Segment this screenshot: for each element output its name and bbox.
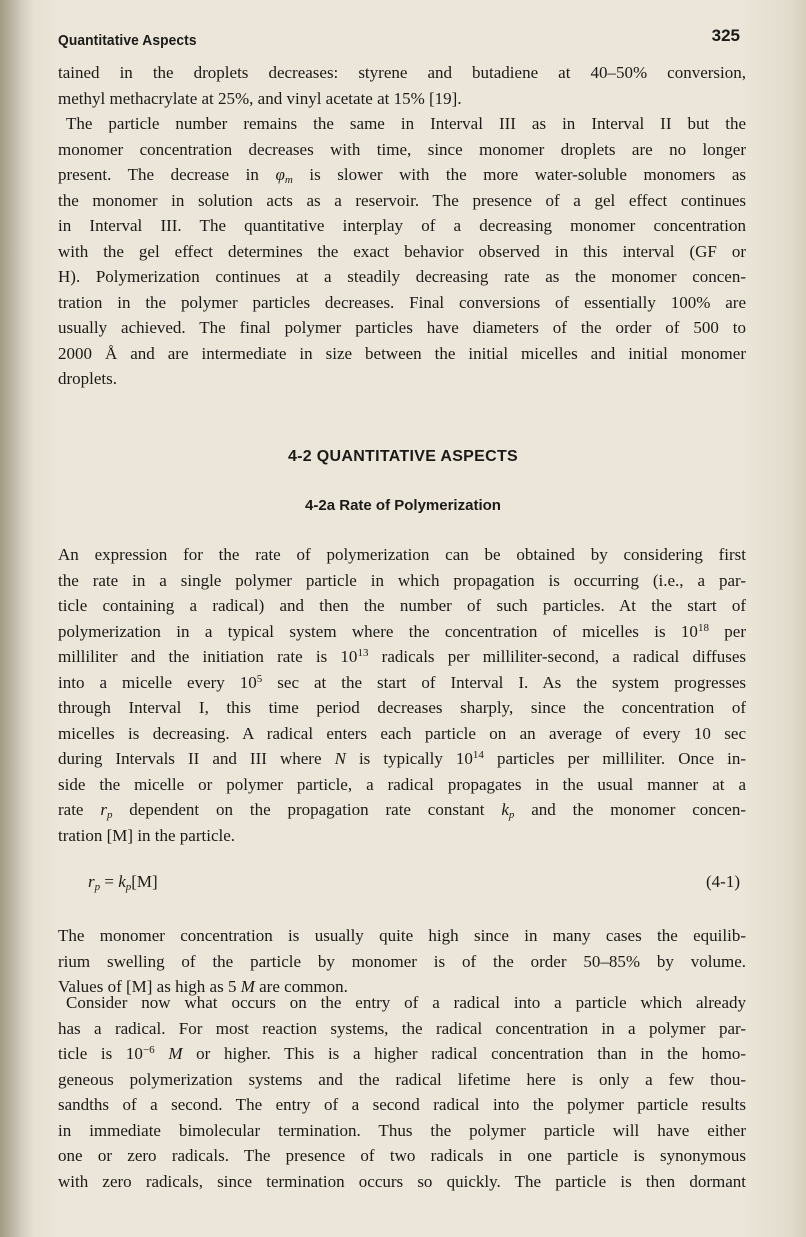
text-line: during Intervals II and III where N is typically $10^{14}$ particles per milliliter. Once in- xyxy=(58,749,746,768)
text-line: An expression for the rate of polymerization can be obtained by considering first xyxy=(58,545,746,564)
text-line: Consider now what occurs on the entry of a radical into a particle which already xyxy=(66,993,746,1012)
text-line: through Interval I, this time period decreases sharply, since the concentration of xyxy=(58,698,746,717)
text-line: The particle number remains the same in Interval III as in Interval II but the xyxy=(66,114,746,133)
page-header xyxy=(58,26,740,54)
text-line: 2000 Å and are intermediate in size between the initial micelles and initial monomer xyxy=(58,343,746,363)
spine-shadow xyxy=(0,0,34,1237)
text-line: the monomer in solution acts as a reservoir. The presence of a gel effect continues xyxy=(58,190,746,210)
text-line: into a micelle every $10^5$ sec at the start of Interval I. As the system progresses xyxy=(58,672,746,692)
paragraph-interval-three xyxy=(58,111,746,392)
paragraph-radical-entry xyxy=(58,990,746,1194)
text-line: micelles is decreasing. A radical enters each particle on an average of every 10 sec xyxy=(58,723,746,743)
text-line: has a radical. For most reaction systems, the radical concentration in a polymer par- xyxy=(58,1018,746,1038)
text-line: the rate in a single polymer particle in which propagation is occurring (i.e., a par- xyxy=(58,570,746,590)
text-line: side the micelle or polymer particle, a radical propagates in the usual manner at a xyxy=(58,774,746,794)
page-number: 325 xyxy=(711,26,740,45)
text-line: Values of [M] as high as 5 M are common. xyxy=(58,977,348,996)
text-line: with zero radicals, since termination occurs so quickly. The particle is then dormant xyxy=(58,1171,746,1191)
phi-symbol: φ xyxy=(275,165,285,184)
text-line: geneous polymerization systems and the radical lifetime here is only a few thou- xyxy=(58,1069,746,1089)
text-line: in immediate bimolecular termination. Thus the polymer particle will have either xyxy=(58,1120,746,1140)
text-line: present. The decrease in $\varphi_m$ is slower with the more water-soluble monomers as xyxy=(58,165,746,186)
text-line: tration in the polymer particles decreases. Final conversions of essentially 100% are xyxy=(58,292,746,312)
paragraph-monomer-concentration xyxy=(58,923,746,1000)
text-line: milliliter and the initiation rate is $10^{13}$ radicals per milliliter-second, a radical diffuses xyxy=(58,647,746,666)
text-line: droplets. xyxy=(58,369,118,388)
text-line: ticle containing a radical) and then the number of such particles. At the start of xyxy=(58,596,746,615)
text-line: methyl methacrylate at 25%, and vinyl acetate at 15% [19]. xyxy=(58,88,462,108)
equation-body: $r_p = k_p[M]$ xyxy=(88,872,158,893)
text-line: The monomer concentration is usually quite high since in many cases the equilib- xyxy=(58,926,746,945)
text-line: polymerization in a typical system where the concentration of micelles is $10^{18}$ per xyxy=(58,621,746,641)
running-head: Quantitative Aspects xyxy=(58,32,197,49)
paragraph-continuation xyxy=(58,60,746,111)
text-line: rium swelling of the particle by monomer is of the order 50–85% by volume. xyxy=(58,951,746,971)
text-line: usually achieved. The final polymer particles have diameters of the order of 500 to xyxy=(58,318,746,337)
subsection-heading: 4-2a Rate of Polymerization xyxy=(305,497,501,514)
text-line: H). Polymerization continues at a steadily decreasing rate as the monomer concen- xyxy=(58,267,746,286)
text-line: one or zero radicals. The presence of two radicals in one particle is synonymous xyxy=(58,1146,746,1165)
text-line: rate $r_p$ dependent on the propagation rate constant $k_p$ and the monomer concen- xyxy=(58,800,746,821)
text-line: ticle is $10^{-6}$ M or higher. This is a higher radical concentration than in the homo- xyxy=(58,1044,746,1063)
section-heading: 4-2 QUANTITATIVE ASPECTS xyxy=(287,448,519,465)
equation-number: (4-1) xyxy=(706,872,740,891)
text-line: with the gel effect determines the exact behavior observed in this interval (GF or xyxy=(58,241,746,261)
text-line: monomer concentration decreases with time, since monomer droplets are no longer xyxy=(58,139,746,159)
text-line: tained in the droplets decreases: styrene and butadiene at 40–50% conversion, xyxy=(58,63,746,82)
text-line: tration [M] in the particle. xyxy=(58,825,236,845)
equation-4-1 xyxy=(88,872,740,898)
text-line: sandths of a second. The entry of a second radical into the polymer particle results xyxy=(58,1095,746,1114)
text-line: in Interval III. The quantitative interplay of a decreasing monomer concentration xyxy=(58,216,746,235)
paragraph-rate-expression xyxy=(58,542,746,848)
